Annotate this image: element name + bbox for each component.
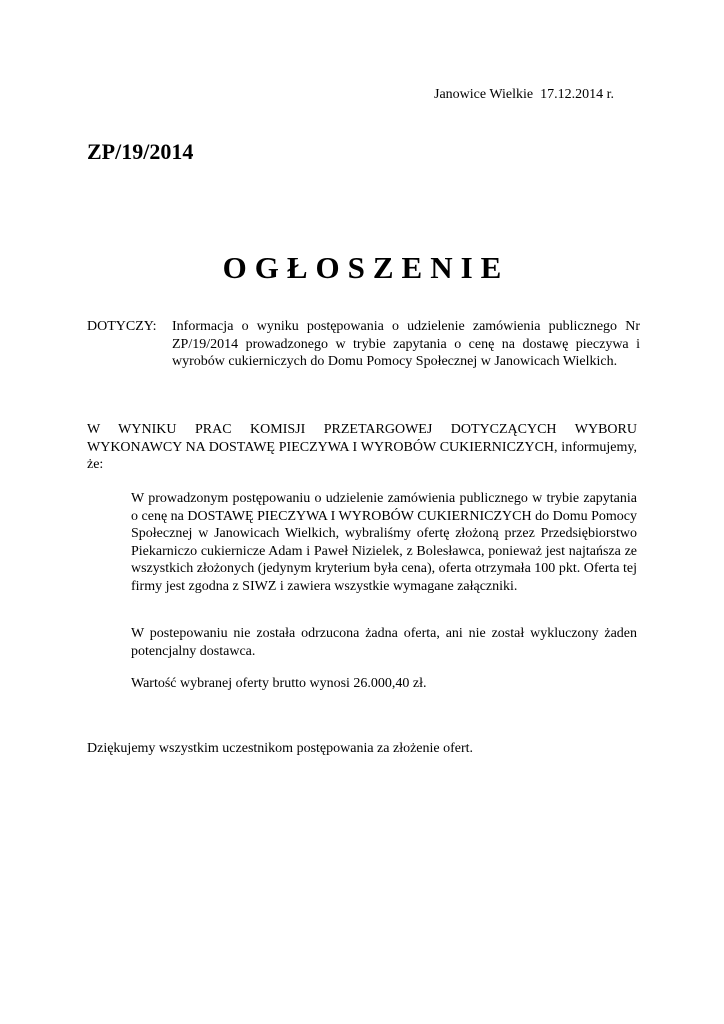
- regarding-label: DOTYCZY:: [87, 319, 157, 334]
- place-date: Janowice Wielkie 17.12.2014 r.: [434, 87, 614, 102]
- paragraph-selection: W prowadzonym postępowaniu o udzielenie zamówienia publicznego w trybie zapytania o cenę na DOSTAWĘ PIECZYWA I WYROBÓW CUKIERNICZYCH do Domu Pomocy Społecznej w Janowicach Wielkich, wybraliśmy ofertę złożoną przez Przedsiębiorstwo Piekarniczo cukiernicze Adam i Paweł Nizielek, z Bolesławca, ponieważ jest najtańsza ze wszystkich złożonych (jedynym kryterium była cena), oferta otrzymała 100 pkt. Oferta tej firmy jest zgodna z SIWZ i zawiera wszystkie wymagane załączniki.: [131, 491, 637, 594]
- result-intro: W WYNIKU PRAC KOMISJI PRZETARGOWEJ DOTYCZĄCYCH WYBORU WYKONAWCY NA DOSTAWĘ PIECZYWA I WYROBÓW CUKIERNICZYCH, informujemy, że:: [87, 422, 637, 472]
- paragraph-offer-value: Wartość wybranej oferty brutto wynosi 26.000,40 zł.: [131, 676, 427, 691]
- thanks-note: Dziękujemy wszystkim uczestnikom postępowania za złożenie ofert.: [87, 741, 474, 756]
- reference-number: ZP/19/2014: [87, 139, 194, 164]
- document-title: OGŁOSZENIE: [222, 250, 510, 285]
- regarding-section: [87, 318, 640, 371]
- paragraph-rejections: W postepowaniu nie została odrzucona żadna oferta, ani nie został wykluczony żaden potencjalny dostawca.: [131, 626, 637, 659]
- regarding-text: Informacja o wyniku postępowania o udzielenie zamówienia publicznego Nr ZP/19/2014 prowadzonego w trybie zapytania o cenę na dostawę pieczywa i wyrobów cukierniczych do Domu Pomocy Społecznej w Janowicach Wielkich.: [172, 319, 640, 369]
